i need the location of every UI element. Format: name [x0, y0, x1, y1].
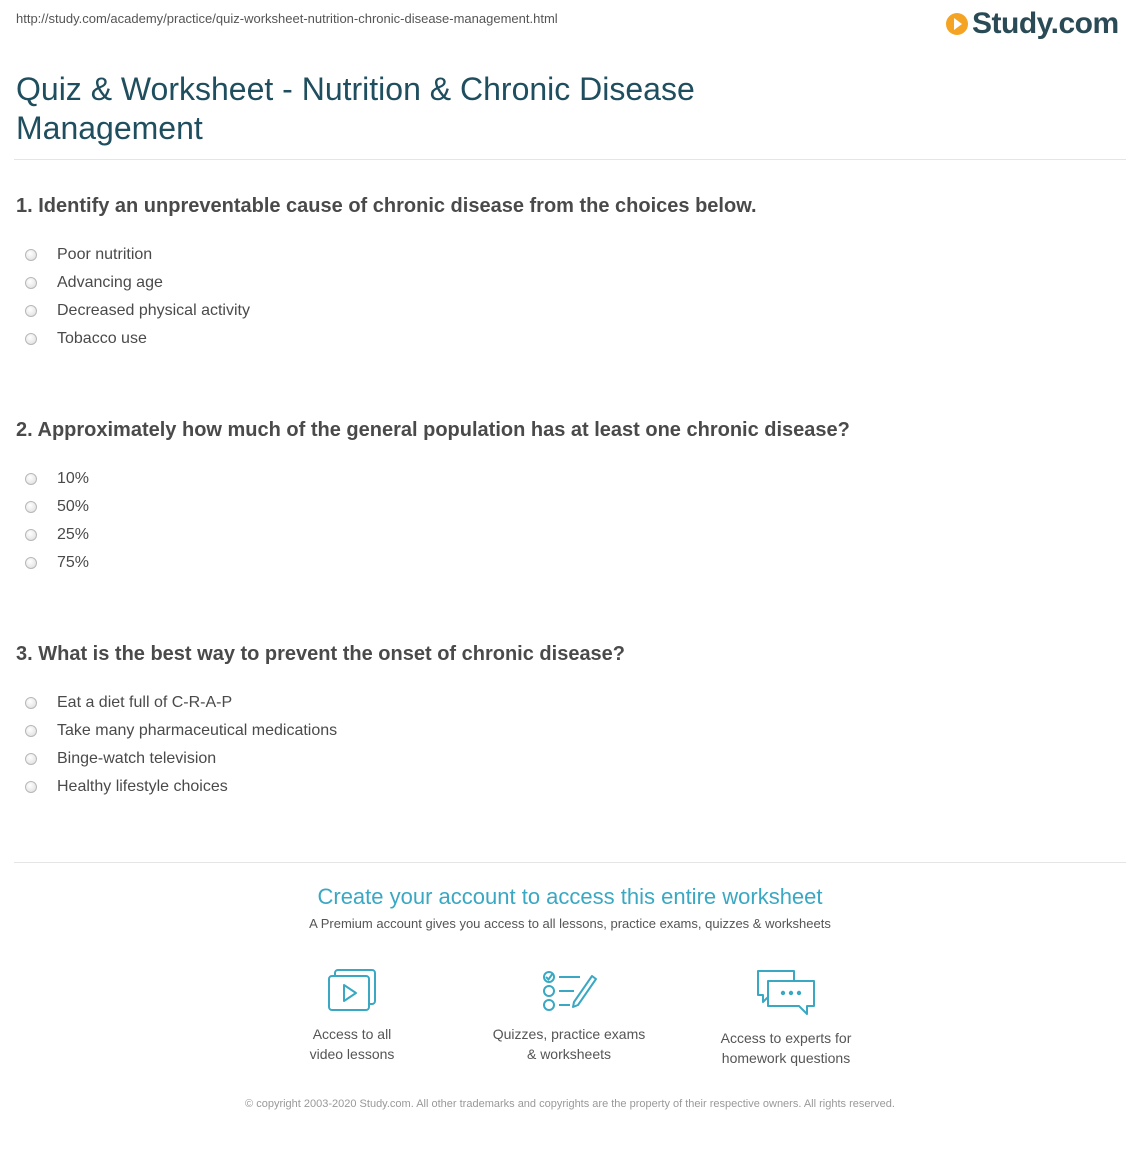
radio-button[interactable] [25, 753, 37, 765]
quiz-checklist-icon [540, 968, 598, 1014]
question-3-options [16, 683, 1116, 807]
answer-label: Tobacco use [57, 330, 147, 347]
answer-label: Poor nutrition [57, 246, 153, 263]
question-1 [16, 194, 1116, 359]
page-url: http://study.com/academy/practice/quiz-worksheet-nutrition-chronic-disease-management.html [16, 11, 558, 26]
question-1-options [16, 235, 1116, 359]
radio-button[interactable] [25, 277, 37, 289]
radio-button[interactable] [25, 697, 37, 709]
video-lessons-icon [325, 968, 379, 1014]
cta-title[interactable]: Create your account to access this entire worksheet [317, 884, 823, 909]
radio-button[interactable] [25, 501, 37, 513]
feature-label: Access to experts for homework questions [720, 1030, 852, 1066]
radio-button[interactable] [25, 473, 37, 485]
answer-label: Eat a diet full of C-R-A-P [57, 694, 233, 711]
answer-label: 75% [57, 554, 90, 571]
answer-option[interactable] [16, 319, 1116, 359]
answer-label: Take many pharmaceutical medications [57, 722, 338, 739]
radio-button[interactable] [25, 305, 37, 317]
cta-subtitle: A Premium account gives you access to all lessons, practice exams, quizzes & worksheets [309, 916, 831, 931]
answer-label: Healthy lifestyle choices [57, 778, 228, 795]
top-bar [0, 0, 1140, 48]
answer-label: 50% [57, 498, 90, 515]
feature-video-lessons [252, 968, 452, 1064]
question-1-text: 1. Identify an unpreventable cause of chronic disease from the choices below. [16, 195, 757, 217]
answer-label: 10% [57, 470, 90, 487]
answer-label: Advancing age [57, 274, 163, 291]
study-logo[interactable] [946, 7, 1119, 41]
copyright: © copyright 2003-2020 Study.com. All other trademarks and copyrights are the property of their respective owners. All rights reserved. [245, 1098, 895, 1110]
chat-bubbles-icon [754, 968, 818, 1018]
logo-text: Study.com [972, 7, 1119, 40]
answer-label: Decreased physical activity [57, 302, 250, 319]
answer-option[interactable] [16, 543, 1116, 583]
feature-label: Access to all video lessons [309, 1026, 395, 1062]
question-2-options [16, 459, 1116, 583]
feature-experts [686, 968, 886, 1068]
feature-label: Quizzes, practice exams & worksheets [492, 1026, 646, 1062]
question-3-text: 3. What is the best way to prevent the onset of chronic disease? [16, 643, 626, 665]
answer-option[interactable] [16, 767, 1116, 807]
feature-quizzes [469, 968, 669, 1064]
quiz-divider [14, 862, 1126, 863]
question-3 [16, 642, 1116, 807]
radio-button[interactable] [25, 725, 37, 737]
radio-button[interactable] [25, 249, 37, 261]
play-logo-icon [946, 13, 968, 35]
question-2-text: 2. Approximately how much of the general population has at least one chronic disease? [16, 419, 850, 441]
radio-button[interactable] [25, 557, 37, 569]
answer-label: Binge-watch television [57, 750, 217, 767]
title-divider [14, 159, 1126, 160]
radio-button[interactable] [25, 781, 37, 793]
question-2 [16, 418, 1116, 583]
page-title: Quiz & Worksheet - Nutrition & Chronic Disease Management [16, 71, 695, 146]
answer-label: 25% [57, 526, 90, 543]
radio-button[interactable] [25, 333, 37, 345]
radio-button[interactable] [25, 529, 37, 541]
